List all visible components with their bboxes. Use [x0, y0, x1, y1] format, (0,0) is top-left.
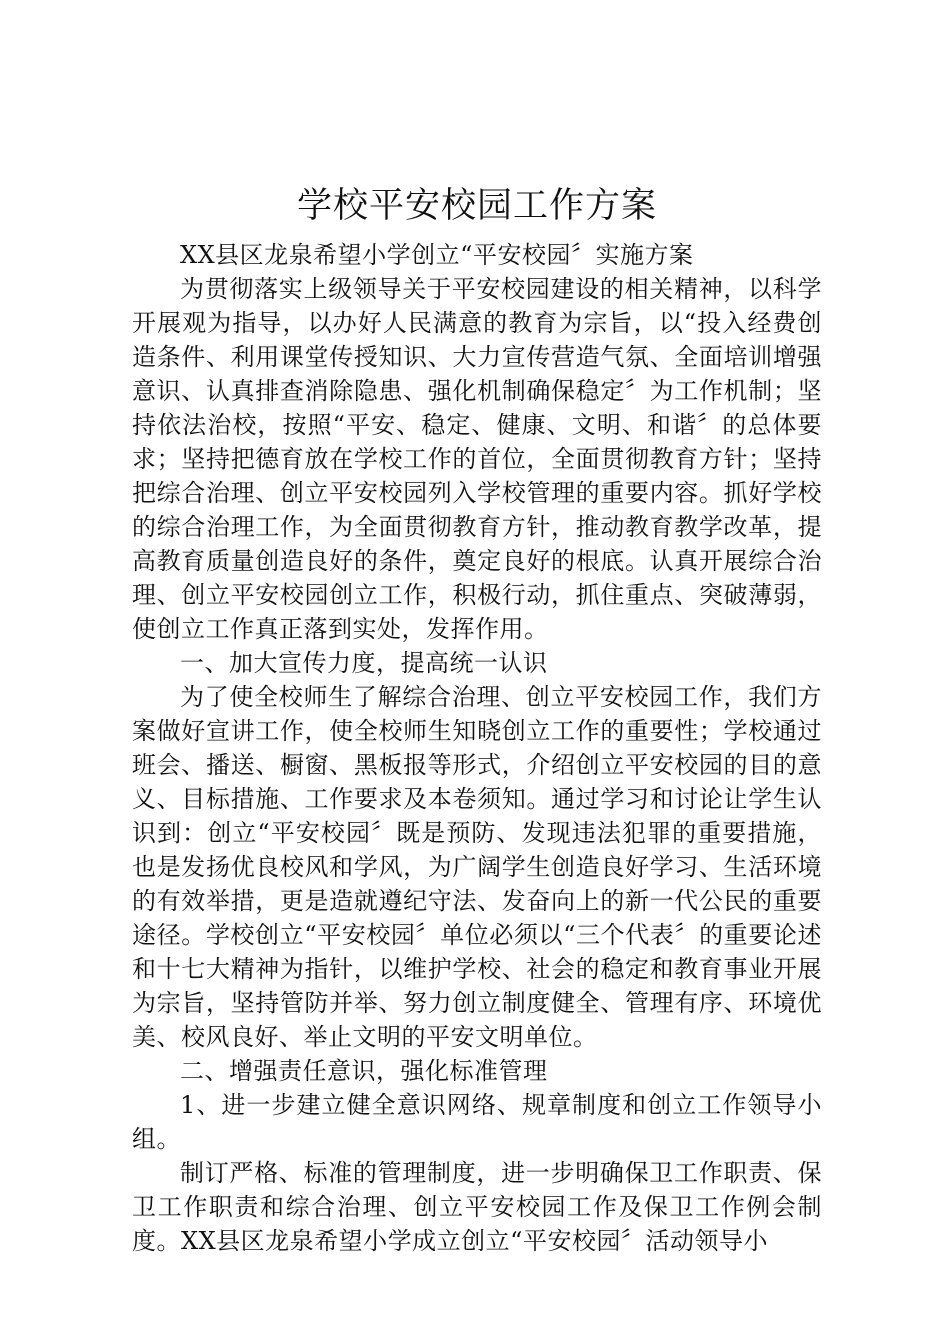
section-heading-1: 一、加大宣传力度，提高统一认识	[180, 649, 548, 677]
document-page	[132, 180, 822, 1258]
paragraph-intro: 为贯彻落实上级领导关于平安校园建设的相关精神，以科学开展观为指导，以办好人民满意的教育为宗旨，以“投入经费创造条件、利用课堂传授知识、大力宣传营造气氛、全面培训增强意识、认真排查消除隐患、强化机制确保稳定〞为工作机制；坚持依法治校，按照“平安、稳定、健康、文明、和谐〞的总体要求；坚持把德育放在学校工作的首位，全面贯彻教育方针；坚持把综合治理、创立平安校园列入学校管理的重要内容。抓好学校的综合治理工作，为全面贯彻教育方针，推动教育教学改革，提高教育质量创造良好的条件，奠定良好的根底。认真开展综合治理、创立平安校园创立工作，积极行动，抓住重点、突破薄弱，使创立工作真正落到实处，发挥作用。	[132, 275, 822, 643]
document-subtitle: XX县区龙泉希望小学创立“平安校园〞实施方案	[180, 241, 694, 269]
paragraph-item-1: 1、进一步建立健全意识网络、规章制度和创立工作领导小组。	[132, 1091, 822, 1153]
paragraph-publicity: 为了使全校师生了解综合治理、创立平安校园工作，我们方案做好宣讲工作，使全校师生知晓创立工作的重要性；学校通过班会、播送、橱窗、黑板报等形式，介绍创立平安校园的目的意义、目标措施、工作要求及本卷须知。通过学习和讨论让学生认识到：创立“平安校园〞既是预防、发现违法犯罪的重要措施，也是发扬优良校风和学风，为广阔学生创造良好学习、生活环境的有效举措，更是造就遵纪守法、发奋向上的新一代公民的重要途径。学校创立“平安校园〞单位必须以“三个代表〞的重要论述和十七大精神为指针，以维护学校、社会的稳定和教育事业开展为宗旨，坚持管防并举、努力创立制度健全、管理有序、环境优美、校风良好、举止文明的平安文明单位。	[132, 683, 822, 1051]
section-heading-2: 二、增强责任意识，强化标准管理	[180, 1057, 548, 1085]
document-title: 学校平安校园工作方案	[296, 186, 657, 226]
paragraph-rules: 制订严格、标准的管理制度，进一步明确保卫工作职责、保卫工作职责和综合治理、创立平安校园工作及保卫工作例会制度。XX县区龙泉希望小学成立创立“平安校园〞活动领导小	[132, 1159, 822, 1255]
